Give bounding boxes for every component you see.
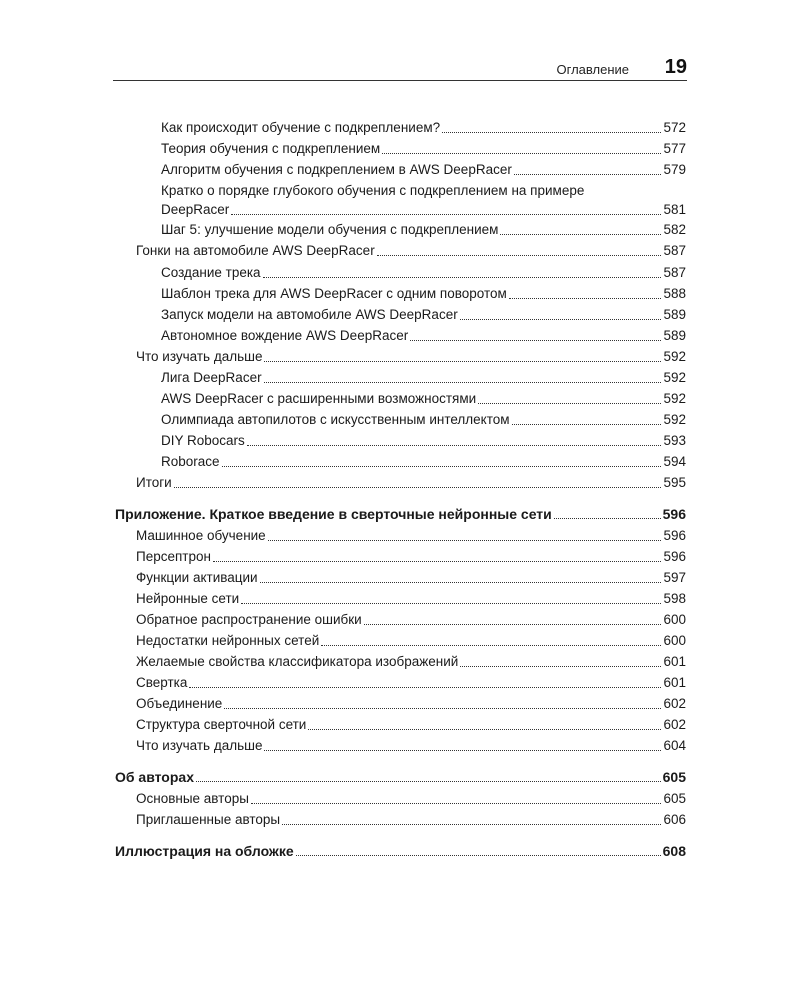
dot-leader <box>264 382 662 383</box>
toc-entry-page: 597 <box>663 570 686 585</box>
toc-entry-page: 572 <box>663 120 686 135</box>
dot-leader <box>263 277 662 278</box>
toc-entry-page: 596 <box>663 549 686 564</box>
toc-entry-title: Roborace <box>161 454 220 469</box>
toc-entry <box>161 306 686 324</box>
dot-leader <box>321 645 661 646</box>
dot-leader <box>296 855 661 856</box>
toc-entry-title: Олимпиада автопилотов с искусственным интеллектом <box>161 412 510 427</box>
toc-entry-page: 602 <box>663 696 686 711</box>
toc-entry-page: 592 <box>663 412 686 427</box>
toc-entry-title: Объединение <box>136 696 223 711</box>
toc-entry <box>136 695 686 713</box>
dot-leader <box>512 424 662 425</box>
dot-leader <box>264 750 661 751</box>
dot-leader <box>282 824 661 825</box>
toc-entry <box>161 432 686 450</box>
toc-entry-title-line1: Кратко о порядке глубокого обучения с подкреплением на примере <box>161 183 585 198</box>
running-header-section: Оглавление <box>556 62 629 77</box>
toc-entry-title: Лига DeepRacer <box>161 370 262 385</box>
dot-leader <box>364 624 662 625</box>
toc-entry-page: 582 <box>663 222 686 237</box>
toc-entry <box>161 161 686 179</box>
toc-entry-page: 593 <box>663 433 686 448</box>
toc-entry-title: Создание трека <box>161 265 261 280</box>
dot-leader <box>231 214 661 215</box>
toc-entry-page: 595 <box>663 475 686 490</box>
dot-leader <box>241 603 661 604</box>
toc-entry <box>136 811 686 829</box>
toc-entry-page: 606 <box>663 812 686 827</box>
toc-entry <box>161 369 686 387</box>
header-rule <box>113 80 687 81</box>
toc-entry-page: 587 <box>663 265 686 280</box>
dot-leader <box>554 518 661 519</box>
toc-entry-page: 601 <box>663 675 686 690</box>
toc-chapter <box>115 842 686 860</box>
toc-entry-page: 581 <box>663 202 686 217</box>
toc-entry-title: Нейронные сети <box>136 591 240 606</box>
toc-entry <box>161 327 686 345</box>
toc-entry-page: 604 <box>663 738 686 753</box>
dot-leader <box>222 466 662 467</box>
toc-entry <box>136 474 686 492</box>
running-header <box>113 52 687 82</box>
dot-leader <box>460 319 662 320</box>
page-number: 19 <box>664 56 687 78</box>
toc-entry <box>161 264 686 282</box>
toc-entry-title: Недостатки нейронных сетей <box>136 633 320 648</box>
dot-leader <box>224 708 661 709</box>
toc-entry <box>161 285 686 303</box>
toc-chapter-title: Приложение. Краткое введение в сверточные нейронные сети <box>115 506 552 522</box>
toc-entry-title: Свертка <box>136 675 188 690</box>
toc-chapter-page: 596 <box>662 506 686 522</box>
dot-leader <box>442 132 661 133</box>
toc-chapter-title: Об авторах <box>115 769 194 785</box>
toc-entry-page: 594 <box>663 454 686 469</box>
toc-chapter-page: 605 <box>662 769 686 785</box>
toc-entry-title: Итоги <box>136 475 172 490</box>
dot-leader <box>478 403 661 404</box>
toc-entry <box>136 737 686 755</box>
toc-chapter <box>115 505 686 523</box>
toc-entry-title: Шаблон трека для AWS DeepRacer с одним поворотом <box>161 286 507 301</box>
toc-entry-page: 592 <box>663 349 686 364</box>
toc-chapter-title: Иллюстрация на обложке <box>115 843 294 859</box>
toc-entry <box>136 242 686 260</box>
toc-entry-title: Желаемые свойства классификатора изображений <box>136 654 459 669</box>
toc-entry-title: Функции активации <box>136 570 258 585</box>
toc-entry-page: 602 <box>663 717 686 732</box>
dot-leader <box>509 298 662 299</box>
toc-entry-title: Обратное распространение ошибки <box>136 612 362 627</box>
toc-entry-page: 592 <box>663 370 686 385</box>
dot-leader <box>460 666 661 667</box>
toc-entry-title: Приглашенные авторы <box>136 812 281 827</box>
dot-leader <box>213 561 662 562</box>
dot-leader <box>174 487 662 488</box>
toc-entry-page: 589 <box>663 307 686 322</box>
toc-entry <box>136 632 686 650</box>
toc-entry-page: 588 <box>663 286 686 301</box>
toc-entry <box>161 390 686 408</box>
toc-entry-title: DeepRacer <box>161 202 230 217</box>
toc-entry-page: 587 <box>663 243 686 258</box>
toc-entry-title: Гонки на автомобиле AWS DeepRacer <box>136 243 375 258</box>
toc-chapter-page: 608 <box>662 843 686 859</box>
toc-entry-page: 600 <box>663 633 686 648</box>
toc-entry-page: 596 <box>663 528 686 543</box>
toc-entry <box>161 221 686 239</box>
toc-entry-title: Что изучать дальше <box>136 738 263 753</box>
toc-entry-title: Шаг 5: улучшение модели обучения с подкреплением <box>161 222 499 237</box>
toc-entry <box>161 453 686 471</box>
toc-entry-page: 605 <box>663 791 686 806</box>
toc-entry <box>136 569 686 587</box>
dot-leader <box>247 445 662 446</box>
toc-entry <box>136 716 686 734</box>
dot-leader <box>189 687 661 688</box>
toc-entry-page: 598 <box>663 591 686 606</box>
toc-entry-page: 589 <box>663 328 686 343</box>
toc-entry-title: Что изучать дальше <box>136 349 263 364</box>
toc-entry <box>136 790 686 808</box>
toc-entry-title: Алгоритм обучения с подкреплением в AWS DeepRacer <box>161 162 512 177</box>
toc-entry-page: 600 <box>663 612 686 627</box>
toc-entry-page: 577 <box>663 141 686 156</box>
toc-entry-title: DIY Robocars <box>161 433 245 448</box>
toc-chapter <box>115 768 686 786</box>
dot-leader <box>382 153 661 154</box>
dot-leader <box>377 255 662 256</box>
dot-leader <box>264 361 661 362</box>
toc-entry-title: Теория обучения с подкреплением <box>161 141 381 156</box>
toc-entry-title: Как происходит обучение с подкреплением? <box>161 120 441 135</box>
toc-entry <box>136 653 686 671</box>
toc-entry-title: AWS DeepRacer с расширенными возможностями <box>161 391 477 406</box>
toc-entry <box>136 611 686 629</box>
toc-entry-title: Запуск модели на автомобиле AWS DeepRacer <box>161 307 458 322</box>
dot-leader <box>500 234 661 235</box>
toc-entry <box>161 140 686 158</box>
toc-entry-page: 579 <box>663 162 686 177</box>
toc-entry <box>136 348 686 366</box>
dot-leader <box>260 582 662 583</box>
dot-leader <box>196 781 661 782</box>
toc-entry-page: 592 <box>663 391 686 406</box>
toc-entry-title: Основные авторы <box>136 791 249 806</box>
toc-entry-title: Автономное вождение AWS DeepRacer <box>161 328 409 343</box>
toc-entry-title: Структура сверточной сети <box>136 717 307 732</box>
dot-leader <box>410 340 661 341</box>
toc-entry <box>136 674 686 692</box>
toc-entry <box>136 548 686 566</box>
toc-entry <box>161 411 686 429</box>
toc-entry <box>136 527 686 545</box>
toc-entry-title: Машинное обучение <box>136 528 266 543</box>
toc-entry-title: Персептрон <box>136 549 211 564</box>
toc-entry <box>161 119 686 137</box>
dot-leader <box>308 729 661 730</box>
dot-leader <box>251 803 662 804</box>
dot-leader <box>514 174 662 175</box>
toc-entry <box>161 201 686 219</box>
dot-leader <box>268 540 662 541</box>
toc-entry-page: 601 <box>663 654 686 669</box>
toc-entry <box>136 590 686 608</box>
